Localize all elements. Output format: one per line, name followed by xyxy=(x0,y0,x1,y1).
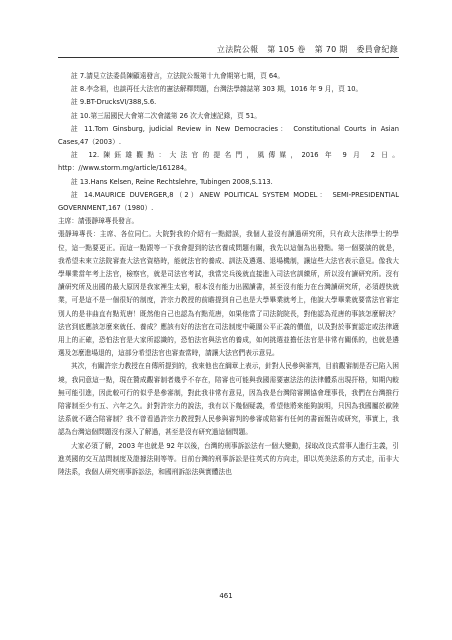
page-number: 461 xyxy=(219,592,233,600)
page-content xyxy=(58,70,399,479)
footnote-10: 註 10.第三屆國民大會第二次會議第 26 次大會速記錄，頁 51。 xyxy=(71,111,261,120)
footnote-9: 註 9.BT-DrucksVI/388,S.6. xyxy=(71,98,157,107)
speech-paragraph: 張靜璋專長：主席、各位同仁。大院對我的介紹有一點錯誤，我個人並沒有讀過研究所，只有政大法律學士的學位，這一點要更正。而這一點跟等一下我會提到的法官養成問題有關，我先以這個為出發點。第一個要談的就是，我希望未來立法院審查大法官資格時，能就法官的養成、訓法及遴選、退場機制，讓這些大法官表示意見。像我大學畢業當年考上法官，檢察官，就是司法官考試，我當完兵後就直接進入司法官訓練所，所以沒有讀研究所。沒有讀研究所及出國的最大原因是我家裡生太窮，根本沒有能力出國讀書，甚至沒有能力在台灣讀研究所，必須趕快就業，可是這不是一個很好的制度，許宗力教授的前瞻提到自己也是大學畢業就考上，他說大學畢業就要當法官審定別人的是非曲直有點荒唐！既然他自己也認為有點荒唐，如果他當了司法院院長，對他認為荒唐的事該怎麼解決？法官到底應該怎麼來就任、養成？應該有好的法官在司法制度中範圍公平正義的價值，以及對於事實認定或法律適用上的正確，恐怕法官是大家所認識的，恐怕法官與法官的養成，如何挑選並擔任法官是非常有關係的，也就是遴選及怎麼進場退的，這部分希望法官也審查當時，請讓大法官們表示意見。 xyxy=(58,230,399,358)
chair-line: 主席：請張靜璋專長發言。 xyxy=(58,217,139,226)
page-header xyxy=(58,44,398,55)
section-title: 委員會紀錄 xyxy=(356,45,398,54)
footnote-8: 註 8.李念祖，也談再任大法官的憲法解釋問題，台灣法學雜誌第 303 期，1016 年 9 月，頁 10。 xyxy=(71,85,363,94)
footnote-11: 註 11.Tom Ginsburg, judicial Review in New Democracies： Constitutional Courts in Asian Cases,47（2003）. xyxy=(58,124,399,147)
footnote-14: 註 14.MAURICE DUVERGER,8（2）ANEW POLITICAL SYSTEM MODEL： SEMI-PRESIDENTIAL GOVERNMENT,167（1980）. xyxy=(58,190,399,213)
speech-paragraph: 大家必須了解，2003 年也就是 92 年以後，台灣的刑事訴訟法有一個大變動，採取改良式當事人進行主義，引進英國的交互詰問制度及證據法則等等。目前台灣的刑事訴訟是往英式的方向走，即以英美法系的方式走，而非大陸法系，我個人研究刑事訴訟法，和國刑訴訟法與實體法也 xyxy=(58,441,399,477)
volume-number: 第 105 卷 xyxy=(267,45,306,54)
header-rule xyxy=(58,57,399,58)
footnote-12: 註 12.陳鈺雄觀點：大法官的提名門，風傳媒，2016 年 9 月 2 日。http：//www.storm.mg/article/161284。 xyxy=(58,151,399,173)
publication-name: 立法院公報 xyxy=(216,45,259,54)
issue-number: 第 70 期 xyxy=(314,45,348,54)
footnote-13: 註 13.Hans Kelsen, Reine Rechtslehre, Tubingen 2008,S.113. xyxy=(71,177,273,186)
footnote-7: 註 7.請見立法委員陳顧遠發言，立法院公報第十九會期第七期，頁 64。 xyxy=(71,72,285,80)
speech-paragraph: 其次，有關許宗力教授在自傳所提到的，我來他也在綱章上表示，針對人民參與審判，目前觀審制是否已陷入困境，我同意這一點，現在贊成觀審制者幾乎不存在，陪審也可能與我國需要憲法法的法律體系出現扞格，知期內較無可能引進，因此較可行的似乎是參審制，對此我非常有意見，因為我是台灣陪審團協會理事長，我們在台灣推行陪審制至少有五、六年之久。針對許宗力的說法，我有以下幾個疑義，希望他將來能夠說明，只因為我國屬於歐陸法系就不適合陪審制？我不曾看過許宗力教授對人民參與審判的參審或陪審有任何的書面報告或研究，事實上，我認為台灣這個問題沒有深入了解過，甚至是沒有研究過這個問題。 xyxy=(58,362,399,437)
